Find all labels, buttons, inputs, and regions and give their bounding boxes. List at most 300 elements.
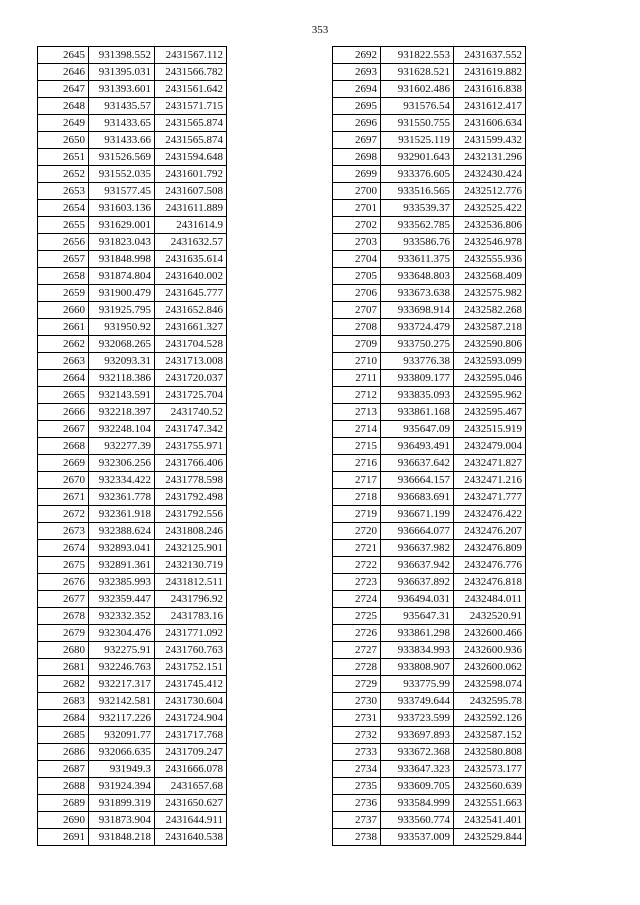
y-coordinate-cell: 2431771.092 xyxy=(155,625,227,642)
table-row xyxy=(333,115,526,132)
point-number-cell: 2690 xyxy=(38,812,89,829)
y-coordinate-cell: 2431644.911 xyxy=(155,812,227,829)
table-row xyxy=(333,812,526,829)
table-row xyxy=(333,625,526,642)
table-row xyxy=(38,64,227,81)
y-coordinate-cell: 2431747.342 xyxy=(155,421,227,438)
x-coordinate-cell: 931552.035 xyxy=(89,166,155,183)
table-row xyxy=(38,659,227,676)
point-number-cell: 2703 xyxy=(333,234,381,251)
point-number-cell: 2722 xyxy=(333,557,381,574)
x-coordinate-cell: 933609.705 xyxy=(381,778,454,795)
table-row xyxy=(333,81,526,98)
point-number-cell: 2677 xyxy=(38,591,89,608)
y-coordinate-cell: 2431619.882 xyxy=(454,64,526,81)
point-number-cell: 2670 xyxy=(38,472,89,489)
point-number-cell: 2700 xyxy=(333,183,381,200)
y-coordinate-cell: 2432515.919 xyxy=(454,421,526,438)
point-number-cell: 2678 xyxy=(38,608,89,625)
point-number-cell: 2737 xyxy=(333,812,381,829)
x-coordinate-cell: 933808.907 xyxy=(381,659,454,676)
x-coordinate-cell: 936493.491 xyxy=(381,438,454,455)
y-coordinate-cell: 2432568.409 xyxy=(454,268,526,285)
point-number-cell: 2648 xyxy=(38,98,89,115)
y-coordinate-cell: 2432476.422 xyxy=(454,506,526,523)
y-coordinate-cell: 2431717.768 xyxy=(155,727,227,744)
x-coordinate-cell: 931398.552 xyxy=(89,47,155,64)
y-coordinate-cell: 2431808.246 xyxy=(155,523,227,540)
table-row xyxy=(333,761,526,778)
table-row xyxy=(333,438,526,455)
y-coordinate-cell: 2431640.002 xyxy=(155,268,227,285)
point-number-cell: 2682 xyxy=(38,676,89,693)
table-row xyxy=(38,761,227,778)
y-coordinate-cell: 2432592.126 xyxy=(454,710,526,727)
table-row xyxy=(333,506,526,523)
y-coordinate-cell: 2432551.663 xyxy=(454,795,526,812)
table-row xyxy=(333,98,526,115)
x-coordinate-cell: 931949.3 xyxy=(89,761,155,778)
point-number-cell: 2663 xyxy=(38,353,89,370)
x-coordinate-cell: 933861.168 xyxy=(381,404,454,421)
x-coordinate-cell: 936637.642 xyxy=(381,455,454,472)
x-coordinate-cell: 936637.942 xyxy=(381,557,454,574)
table-row xyxy=(38,285,227,302)
x-coordinate-cell: 933809.177 xyxy=(381,370,454,387)
point-number-cell: 2698 xyxy=(333,149,381,166)
point-number-cell: 2708 xyxy=(333,319,381,336)
point-number-cell: 2671 xyxy=(38,489,89,506)
x-coordinate-cell: 931433.66 xyxy=(89,132,155,149)
point-number-cell: 2660 xyxy=(38,302,89,319)
page-number: 353 xyxy=(311,24,329,36)
x-coordinate-cell: 936664.077 xyxy=(381,523,454,540)
x-coordinate-cell: 936494.031 xyxy=(381,591,454,608)
x-coordinate-cell: 933584.999 xyxy=(381,795,454,812)
table-row xyxy=(38,370,227,387)
y-coordinate-cell: 2431766.406 xyxy=(155,455,227,472)
point-number-cell: 2733 xyxy=(333,744,381,761)
y-coordinate-cell: 2431566.782 xyxy=(155,64,227,81)
x-coordinate-cell: 932332.352 xyxy=(89,608,155,625)
point-number-cell: 2731 xyxy=(333,710,381,727)
table-row xyxy=(333,200,526,217)
point-number-cell: 2669 xyxy=(38,455,89,472)
table-row xyxy=(333,676,526,693)
point-number-cell: 2726 xyxy=(333,625,381,642)
table-row xyxy=(38,727,227,744)
table-row xyxy=(333,710,526,727)
point-number-cell: 2727 xyxy=(333,642,381,659)
table-row xyxy=(38,540,227,557)
y-coordinate-cell: 2431645.777 xyxy=(155,285,227,302)
point-number-cell: 2650 xyxy=(38,132,89,149)
y-coordinate-cell: 2431614.9 xyxy=(155,217,227,234)
table-row xyxy=(38,489,227,506)
point-number-cell: 2687 xyxy=(38,761,89,778)
x-coordinate-cell: 932142.581 xyxy=(89,693,155,710)
table-row xyxy=(38,608,227,625)
x-coordinate-cell: 933750.275 xyxy=(381,336,454,353)
x-coordinate-cell: 933672.368 xyxy=(381,744,454,761)
y-coordinate-cell: 2431783.16 xyxy=(155,608,227,625)
y-coordinate-cell: 2431601.792 xyxy=(155,166,227,183)
x-coordinate-cell: 931603.136 xyxy=(89,200,155,217)
y-coordinate-cell: 2431709.247 xyxy=(155,744,227,761)
point-number-cell: 2719 xyxy=(333,506,381,523)
y-coordinate-cell: 2431792.556 xyxy=(155,506,227,523)
x-coordinate-cell: 932277.39 xyxy=(89,438,155,455)
table-row xyxy=(38,710,227,727)
table-row xyxy=(333,795,526,812)
y-coordinate-cell: 2431616.838 xyxy=(454,81,526,98)
table-row xyxy=(38,642,227,659)
table-row xyxy=(333,251,526,268)
point-number-cell: 2730 xyxy=(333,693,381,710)
x-coordinate-cell: 932385.993 xyxy=(89,574,155,591)
table-row xyxy=(38,98,227,115)
table-body xyxy=(333,47,526,846)
x-coordinate-cell: 931848.998 xyxy=(89,251,155,268)
table-row xyxy=(38,115,227,132)
x-coordinate-cell: 936637.892 xyxy=(381,574,454,591)
point-number-cell: 2647 xyxy=(38,81,89,98)
point-number-cell: 2649 xyxy=(38,115,89,132)
table-row xyxy=(38,778,227,795)
point-number-cell: 2654 xyxy=(38,200,89,217)
y-coordinate-cell: 2432595.78 xyxy=(454,693,526,710)
table-row xyxy=(333,387,526,404)
table-row xyxy=(38,234,227,251)
table-row xyxy=(38,506,227,523)
x-coordinate-cell: 931577.45 xyxy=(89,183,155,200)
table-row xyxy=(333,557,526,574)
y-coordinate-cell: 2432130.719 xyxy=(155,557,227,574)
point-number-cell: 2702 xyxy=(333,217,381,234)
y-coordinate-cell: 2432587.152 xyxy=(454,727,526,744)
y-coordinate-cell: 2432471.827 xyxy=(454,455,526,472)
point-number-cell: 2673 xyxy=(38,523,89,540)
table-row xyxy=(38,523,227,540)
point-number-cell: 2699 xyxy=(333,166,381,183)
y-coordinate-cell: 2432476.809 xyxy=(454,540,526,557)
point-number-cell: 2685 xyxy=(38,727,89,744)
table-row xyxy=(333,183,526,200)
table-row xyxy=(333,404,526,421)
y-coordinate-cell: 2432525.422 xyxy=(454,200,526,217)
point-number-cell: 2738 xyxy=(333,829,381,846)
y-coordinate-cell: 2431632.57 xyxy=(155,234,227,251)
y-coordinate-cell: 2431565.874 xyxy=(155,115,227,132)
x-coordinate-cell: 933861.298 xyxy=(381,625,454,642)
point-number-cell: 2712 xyxy=(333,387,381,404)
table-row xyxy=(333,455,526,472)
point-number-cell: 2714 xyxy=(333,421,381,438)
point-number-cell: 2701 xyxy=(333,200,381,217)
x-coordinate-cell: 933723.599 xyxy=(381,710,454,727)
table-row xyxy=(38,268,227,285)
y-coordinate-cell: 2432520.91 xyxy=(454,608,526,625)
table-row xyxy=(38,200,227,217)
point-number-cell: 2709 xyxy=(333,336,381,353)
y-coordinate-cell: 2432512.776 xyxy=(454,183,526,200)
table-row xyxy=(38,438,227,455)
point-number-cell: 2711 xyxy=(333,370,381,387)
x-coordinate-cell: 932248.104 xyxy=(89,421,155,438)
point-number-cell: 2732 xyxy=(333,727,381,744)
y-coordinate-cell: 2432541.401 xyxy=(454,812,526,829)
point-number-cell: 2716 xyxy=(333,455,381,472)
y-coordinate-cell: 2431778.598 xyxy=(155,472,227,489)
table-row xyxy=(333,642,526,659)
coordinates-table-right xyxy=(332,46,526,846)
x-coordinate-cell: 931900.479 xyxy=(89,285,155,302)
y-coordinate-cell: 2432476.818 xyxy=(454,574,526,591)
x-coordinate-cell: 932066.635 xyxy=(89,744,155,761)
point-number-cell: 2668 xyxy=(38,438,89,455)
x-coordinate-cell: 933724.479 xyxy=(381,319,454,336)
table-body xyxy=(38,47,227,846)
y-coordinate-cell: 2432471.777 xyxy=(454,489,526,506)
table-row xyxy=(38,404,227,421)
y-coordinate-cell: 2431635.614 xyxy=(155,251,227,268)
table-row xyxy=(333,166,526,183)
table-row xyxy=(38,183,227,200)
y-coordinate-cell: 2431720.037 xyxy=(155,370,227,387)
table-row xyxy=(38,251,227,268)
point-number-cell: 2707 xyxy=(333,302,381,319)
x-coordinate-cell: 931526.569 xyxy=(89,149,155,166)
x-coordinate-cell: 933376.605 xyxy=(381,166,454,183)
y-coordinate-cell: 2431640.538 xyxy=(155,829,227,846)
x-coordinate-cell: 936637.982 xyxy=(381,540,454,557)
y-coordinate-cell: 2432476.776 xyxy=(454,557,526,574)
x-coordinate-cell: 931950.92 xyxy=(89,319,155,336)
x-coordinate-cell: 932118.386 xyxy=(89,370,155,387)
table-row xyxy=(333,336,526,353)
table-row xyxy=(333,744,526,761)
x-coordinate-cell: 933537.009 xyxy=(381,829,454,846)
table-row xyxy=(333,727,526,744)
x-coordinate-cell: 932891.361 xyxy=(89,557,155,574)
point-number-cell: 2736 xyxy=(333,795,381,812)
y-coordinate-cell: 2431760.763 xyxy=(155,642,227,659)
y-coordinate-cell: 2432575.982 xyxy=(454,285,526,302)
x-coordinate-cell: 932093.31 xyxy=(89,353,155,370)
table-row xyxy=(38,829,227,846)
table-row xyxy=(333,421,526,438)
x-coordinate-cell: 933647.323 xyxy=(381,761,454,778)
point-number-cell: 2718 xyxy=(333,489,381,506)
x-coordinate-cell: 932117.226 xyxy=(89,710,155,727)
point-number-cell: 2658 xyxy=(38,268,89,285)
point-number-cell: 2696 xyxy=(333,115,381,132)
x-coordinate-cell: 933560.774 xyxy=(381,812,454,829)
y-coordinate-cell: 2432476.207 xyxy=(454,523,526,540)
point-number-cell: 2720 xyxy=(333,523,381,540)
y-coordinate-cell: 2431650.627 xyxy=(155,795,227,812)
table-row xyxy=(333,149,526,166)
table-row xyxy=(38,421,227,438)
table-row xyxy=(38,744,227,761)
point-number-cell: 2661 xyxy=(38,319,89,336)
x-coordinate-cell: 931822.553 xyxy=(381,47,454,64)
point-number-cell: 2710 xyxy=(333,353,381,370)
y-coordinate-cell: 2431792.498 xyxy=(155,489,227,506)
point-number-cell: 2691 xyxy=(38,829,89,846)
table-row xyxy=(38,387,227,404)
table-row xyxy=(38,81,227,98)
y-coordinate-cell: 2431565.874 xyxy=(155,132,227,149)
y-coordinate-cell: 2432600.062 xyxy=(454,659,526,676)
x-coordinate-cell: 931848.218 xyxy=(89,829,155,846)
table-row xyxy=(38,319,227,336)
point-number-cell: 2688 xyxy=(38,778,89,795)
point-number-cell: 2725 xyxy=(333,608,381,625)
x-coordinate-cell: 931525.119 xyxy=(381,132,454,149)
y-coordinate-cell: 2432600.466 xyxy=(454,625,526,642)
point-number-cell: 2684 xyxy=(38,710,89,727)
point-number-cell: 2659 xyxy=(38,285,89,302)
y-coordinate-cell: 2431755.971 xyxy=(155,438,227,455)
y-coordinate-cell: 2431745.412 xyxy=(155,676,227,693)
x-coordinate-cell: 931873.904 xyxy=(89,812,155,829)
y-coordinate-cell: 2432598.074 xyxy=(454,676,526,693)
y-coordinate-cell: 2432125.901 xyxy=(155,540,227,557)
point-number-cell: 2689 xyxy=(38,795,89,812)
y-coordinate-cell: 2432471.216 xyxy=(454,472,526,489)
x-coordinate-cell: 932388.624 xyxy=(89,523,155,540)
x-coordinate-cell: 932359.447 xyxy=(89,591,155,608)
y-coordinate-cell: 2431704.528 xyxy=(155,336,227,353)
x-coordinate-cell: 936664.157 xyxy=(381,472,454,489)
x-coordinate-cell: 933775.99 xyxy=(381,676,454,693)
point-number-cell: 2651 xyxy=(38,149,89,166)
point-number-cell: 2706 xyxy=(333,285,381,302)
table-row xyxy=(38,217,227,234)
x-coordinate-cell: 933673.638 xyxy=(381,285,454,302)
point-number-cell: 2704 xyxy=(333,251,381,268)
x-coordinate-cell: 931629.001 xyxy=(89,217,155,234)
x-coordinate-cell: 933539.37 xyxy=(381,200,454,217)
point-number-cell: 2657 xyxy=(38,251,89,268)
point-number-cell: 2697 xyxy=(333,132,381,149)
y-coordinate-cell: 2431812.511 xyxy=(155,574,227,591)
point-number-cell: 2715 xyxy=(333,438,381,455)
x-coordinate-cell: 932143.591 xyxy=(89,387,155,404)
y-coordinate-cell: 2431752.151 xyxy=(155,659,227,676)
x-coordinate-cell: 932246.763 xyxy=(89,659,155,676)
x-coordinate-cell: 931823.043 xyxy=(89,234,155,251)
y-coordinate-cell: 2431612.417 xyxy=(454,98,526,115)
y-coordinate-cell: 2431567.112 xyxy=(155,47,227,64)
x-coordinate-cell: 931924.394 xyxy=(89,778,155,795)
y-coordinate-cell: 2431594.648 xyxy=(155,149,227,166)
point-number-cell: 2646 xyxy=(38,64,89,81)
point-number-cell: 2664 xyxy=(38,370,89,387)
y-coordinate-cell: 2431724.904 xyxy=(155,710,227,727)
y-coordinate-cell: 2432484.011 xyxy=(454,591,526,608)
point-number-cell: 2695 xyxy=(333,98,381,115)
x-coordinate-cell: 933835.093 xyxy=(381,387,454,404)
y-coordinate-cell: 2431571.715 xyxy=(155,98,227,115)
y-coordinate-cell: 2432587.218 xyxy=(454,319,526,336)
point-number-cell: 2681 xyxy=(38,659,89,676)
point-number-cell: 2655 xyxy=(38,217,89,234)
x-coordinate-cell: 932893.041 xyxy=(89,540,155,557)
x-coordinate-cell: 933516.565 xyxy=(381,183,454,200)
table-row xyxy=(38,574,227,591)
x-coordinate-cell: 936683.691 xyxy=(381,489,454,506)
x-coordinate-cell: 932275.91 xyxy=(89,642,155,659)
point-number-cell: 2694 xyxy=(333,81,381,98)
point-number-cell: 2666 xyxy=(38,404,89,421)
point-number-cell: 2717 xyxy=(333,472,381,489)
y-coordinate-cell: 2432430.424 xyxy=(454,166,526,183)
table-row xyxy=(38,302,227,319)
table-row xyxy=(333,47,526,64)
y-coordinate-cell: 2432595.467 xyxy=(454,404,526,421)
table-row xyxy=(333,268,526,285)
x-coordinate-cell: 931925.795 xyxy=(89,302,155,319)
x-coordinate-cell: 932334.422 xyxy=(89,472,155,489)
table-row xyxy=(333,132,526,149)
x-coordinate-cell: 933776.38 xyxy=(381,353,454,370)
y-coordinate-cell: 2431666.078 xyxy=(155,761,227,778)
table-row xyxy=(333,591,526,608)
table-row xyxy=(38,557,227,574)
y-coordinate-cell: 2431657.68 xyxy=(155,778,227,795)
point-number-cell: 2680 xyxy=(38,642,89,659)
x-coordinate-cell: 931433.65 xyxy=(89,115,155,132)
point-number-cell: 2723 xyxy=(333,574,381,591)
table-row xyxy=(38,693,227,710)
x-coordinate-cell: 931550.755 xyxy=(381,115,454,132)
table-row xyxy=(38,472,227,489)
x-coordinate-cell: 932217.317 xyxy=(89,676,155,693)
y-coordinate-cell: 2432573.177 xyxy=(454,761,526,778)
x-coordinate-cell: 931874.804 xyxy=(89,268,155,285)
x-coordinate-cell: 933586.76 xyxy=(381,234,454,251)
point-number-cell: 2705 xyxy=(333,268,381,285)
y-coordinate-cell: 2432593.099 xyxy=(454,353,526,370)
y-coordinate-cell: 2431607.508 xyxy=(155,183,227,200)
table-row xyxy=(38,336,227,353)
y-coordinate-cell: 2432595.962 xyxy=(454,387,526,404)
y-coordinate-cell: 2432590.806 xyxy=(454,336,526,353)
table-row xyxy=(333,285,526,302)
table-row xyxy=(333,574,526,591)
x-coordinate-cell: 932306.256 xyxy=(89,455,155,472)
table-row xyxy=(333,540,526,557)
table-row xyxy=(38,47,227,64)
y-coordinate-cell: 2432555.936 xyxy=(454,251,526,268)
y-coordinate-cell: 2431796.92 xyxy=(155,591,227,608)
y-coordinate-cell: 2431713.008 xyxy=(155,353,227,370)
y-coordinate-cell: 2431661.327 xyxy=(155,319,227,336)
point-number-cell: 2734 xyxy=(333,761,381,778)
y-coordinate-cell: 2432560.639 xyxy=(454,778,526,795)
table-row xyxy=(38,132,227,149)
point-number-cell: 2728 xyxy=(333,659,381,676)
table-row xyxy=(333,370,526,387)
point-number-cell: 2729 xyxy=(333,676,381,693)
x-coordinate-cell: 935647.31 xyxy=(381,608,454,625)
point-number-cell: 2686 xyxy=(38,744,89,761)
x-coordinate-cell: 932091.77 xyxy=(89,727,155,744)
y-coordinate-cell: 2432600.936 xyxy=(454,642,526,659)
point-number-cell: 2672 xyxy=(38,506,89,523)
